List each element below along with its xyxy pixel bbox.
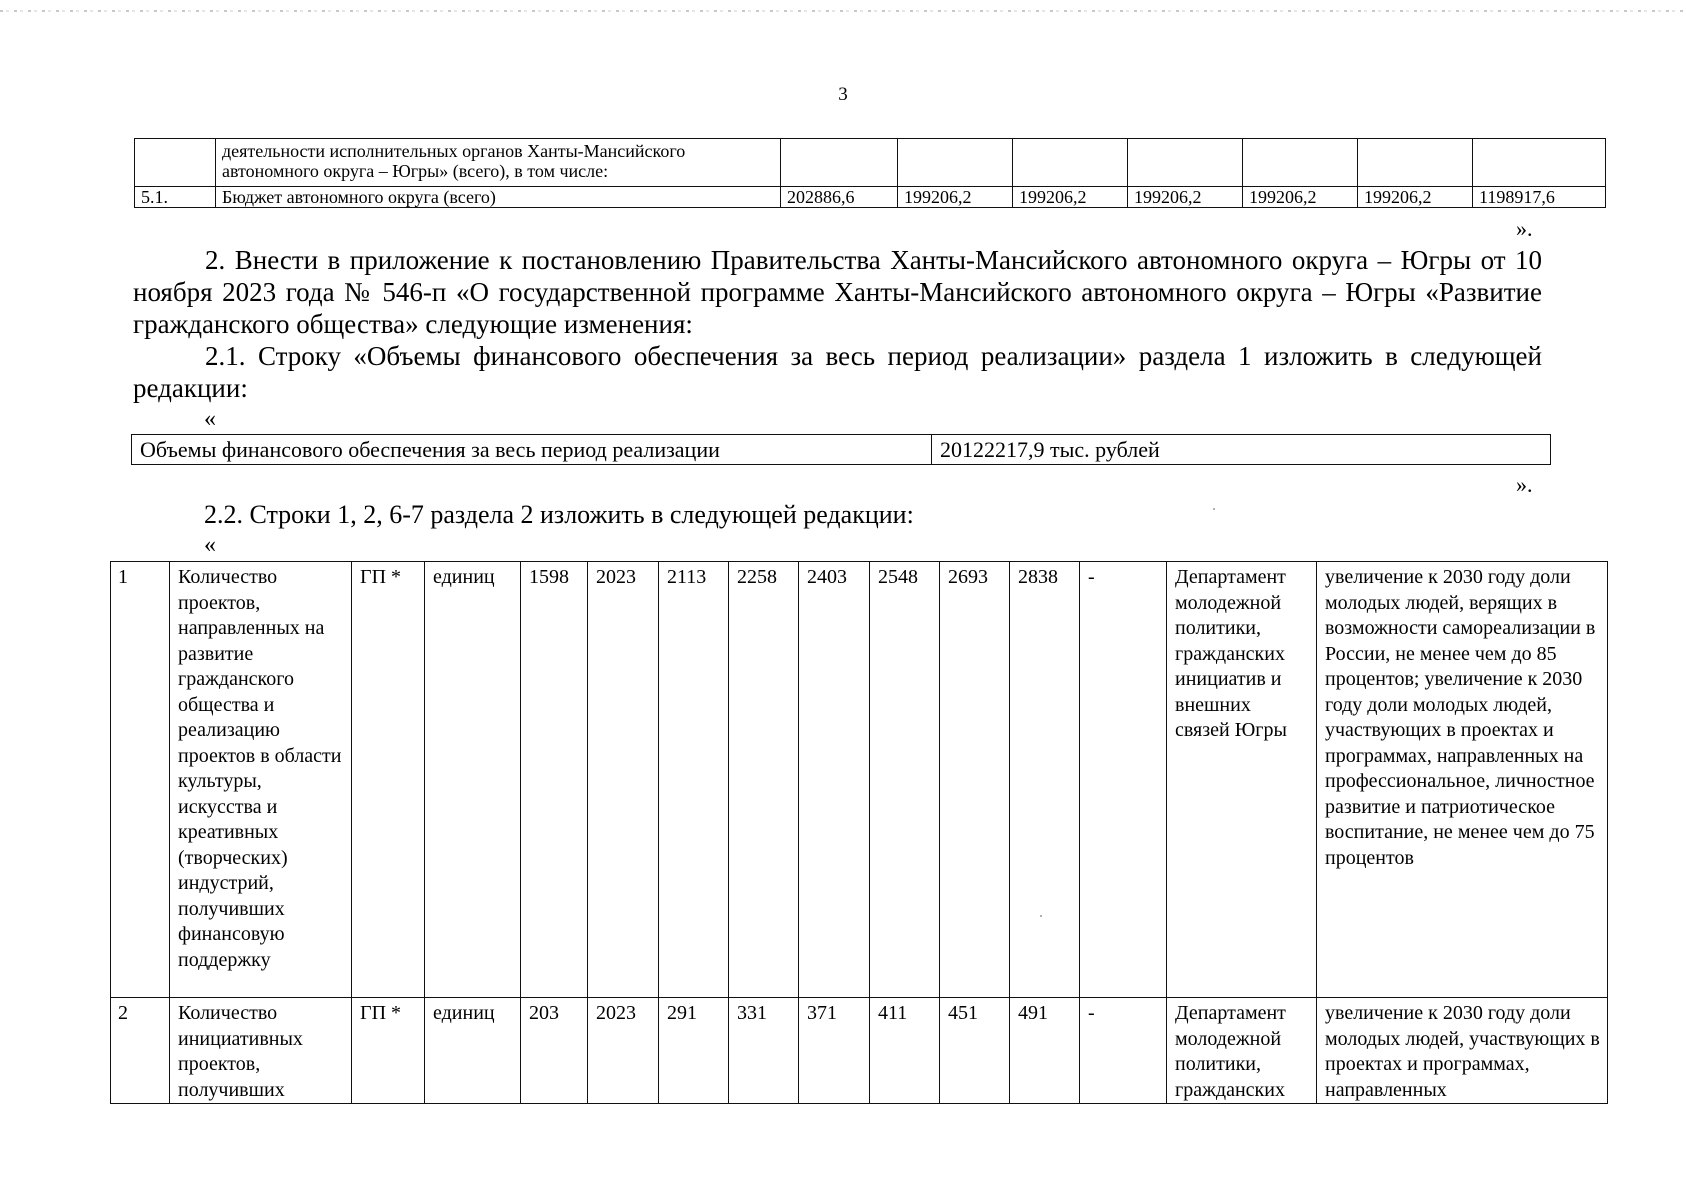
year-value: 411 — [870, 998, 940, 1104]
year-value: 2838 — [1010, 562, 1080, 998]
budget-table — [134, 138, 1606, 208]
base-value: 1598 — [521, 562, 588, 998]
base-value: 203 — [521, 998, 588, 1104]
closing-quote: ». — [1516, 216, 1533, 241]
open-quote: « — [204, 532, 216, 558]
value-cell — [898, 139, 1013, 187]
year-value: 331 — [729, 998, 799, 1104]
year-value: 291 — [659, 998, 729, 1104]
paragraph-2-2: 2.2. Строки 1, 2, 6-7 раздела 2 изложить в следующей редакции: — [204, 500, 914, 529]
row-number — [135, 139, 216, 187]
value-cell: 202886,6 — [781, 187, 898, 208]
value-cell — [781, 139, 898, 187]
paragraph-2-1-text: 2.1. Строку «Объемы финансового обеспечения за весь период реализации» раздела 1 изложить в следующей редакции: — [133, 341, 1542, 403]
indicator-level: ГП * — [352, 562, 425, 998]
finance-table — [131, 434, 1551, 465]
open-quote: « — [204, 406, 216, 432]
indicator-name: Количество инициативных проектов, получивших — [170, 998, 352, 1104]
base-year: 2023 — [588, 998, 659, 1104]
value-cell: 199206,2 — [1358, 187, 1473, 208]
year-value: 491 — [1010, 998, 1080, 1104]
paragraph-2-1 — [133, 340, 1542, 404]
row-number: 1 — [111, 562, 170, 998]
unit: единиц — [425, 562, 521, 998]
responsible-body: Департамент молодежной политики, гражданских — [1167, 998, 1317, 1104]
table-row — [132, 435, 1551, 465]
row-number: 2 — [111, 998, 170, 1104]
scan-edge-artifact — [0, 10, 1686, 12]
value-cell — [1358, 139, 1473, 187]
dash-cell: - — [1080, 998, 1167, 1104]
paragraph-2 — [133, 244, 1542, 340]
value-cell — [1128, 139, 1243, 187]
row-number: 5.1. — [135, 187, 216, 208]
value-cell: 199206,2 — [1243, 187, 1358, 208]
value-cell — [1473, 139, 1606, 187]
dash-cell: - — [1080, 562, 1167, 998]
value-cell — [1243, 139, 1358, 187]
unit: единиц — [425, 998, 521, 1104]
page-number: 3 — [838, 84, 848, 105]
indicator-name: Количество проектов, направленных на развитие гражданского общества и реализацию проектов в области культуры, искусства и креативных (творческих) индустрий, получивших финансовую поддержку — [170, 562, 352, 998]
indicators-table — [110, 561, 1608, 1104]
year-value: 371 — [799, 998, 870, 1104]
indicator-level: ГП * — [352, 998, 425, 1104]
scan-speck — [1040, 915, 1042, 917]
paragraph-2-text: 2. Внести в приложение к постановлению Правительства Ханты-Мансийского автономного округа – Югры от 10 ноября 2023 года № 546-п «О государственной программе Ханты-Мансийского автономного округа – Югры «Развитие гражданского общества» следующие изменения: — [133, 245, 1542, 339]
year-value: 2113 — [659, 562, 729, 998]
expected-results: увеличение к 2030 году доли молодых людей, верящих в возможности самореализации в России, не менее чем до 85 процентов; увеличение к 2030 году доли молодых людей, участвующих в проектах и программах, направленных на профессиональное, личностное развитие и патриотическое воспитание, не менее чем до 75 процентов — [1317, 562, 1608, 998]
base-year: 2023 — [588, 562, 659, 998]
finance-label: Объемы финансового обеспечения за весь период реализации — [132, 435, 932, 465]
closing-quote: ». — [1516, 472, 1533, 497]
table-row — [135, 187, 1606, 208]
table-row — [111, 998, 1608, 1104]
year-value: 2403 — [799, 562, 870, 998]
row-name: Бюджет автономного округа (всего) — [216, 187, 781, 208]
year-value: 2258 — [729, 562, 799, 998]
value-cell: 199206,2 — [898, 187, 1013, 208]
row-name: деятельности исполнительных органов Ханты-Мансийского автономного округа – Югры» (всего), в том числе: — [216, 139, 781, 187]
value-cell: 199206,2 — [1013, 187, 1128, 208]
value-cell — [1013, 139, 1128, 187]
expected-results: увеличение к 2030 году доли молодых людей, участвующих в проектах и программах, направленных — [1317, 998, 1608, 1104]
finance-value: 20122217,9 тыс. рублей — [932, 435, 1551, 465]
table-row — [111, 562, 1608, 998]
scan-speck — [1213, 508, 1215, 510]
table-row — [135, 139, 1606, 187]
year-value: 2693 — [940, 562, 1010, 998]
year-value: 2548 — [870, 562, 940, 998]
value-cell: 199206,2 — [1128, 187, 1243, 208]
responsible-body: Департамент молодежной политики, гражданских инициатив и внешних связей Югры — [1167, 562, 1317, 998]
year-value: 451 — [940, 998, 1010, 1104]
value-cell: 1198917,6 — [1473, 187, 1606, 208]
